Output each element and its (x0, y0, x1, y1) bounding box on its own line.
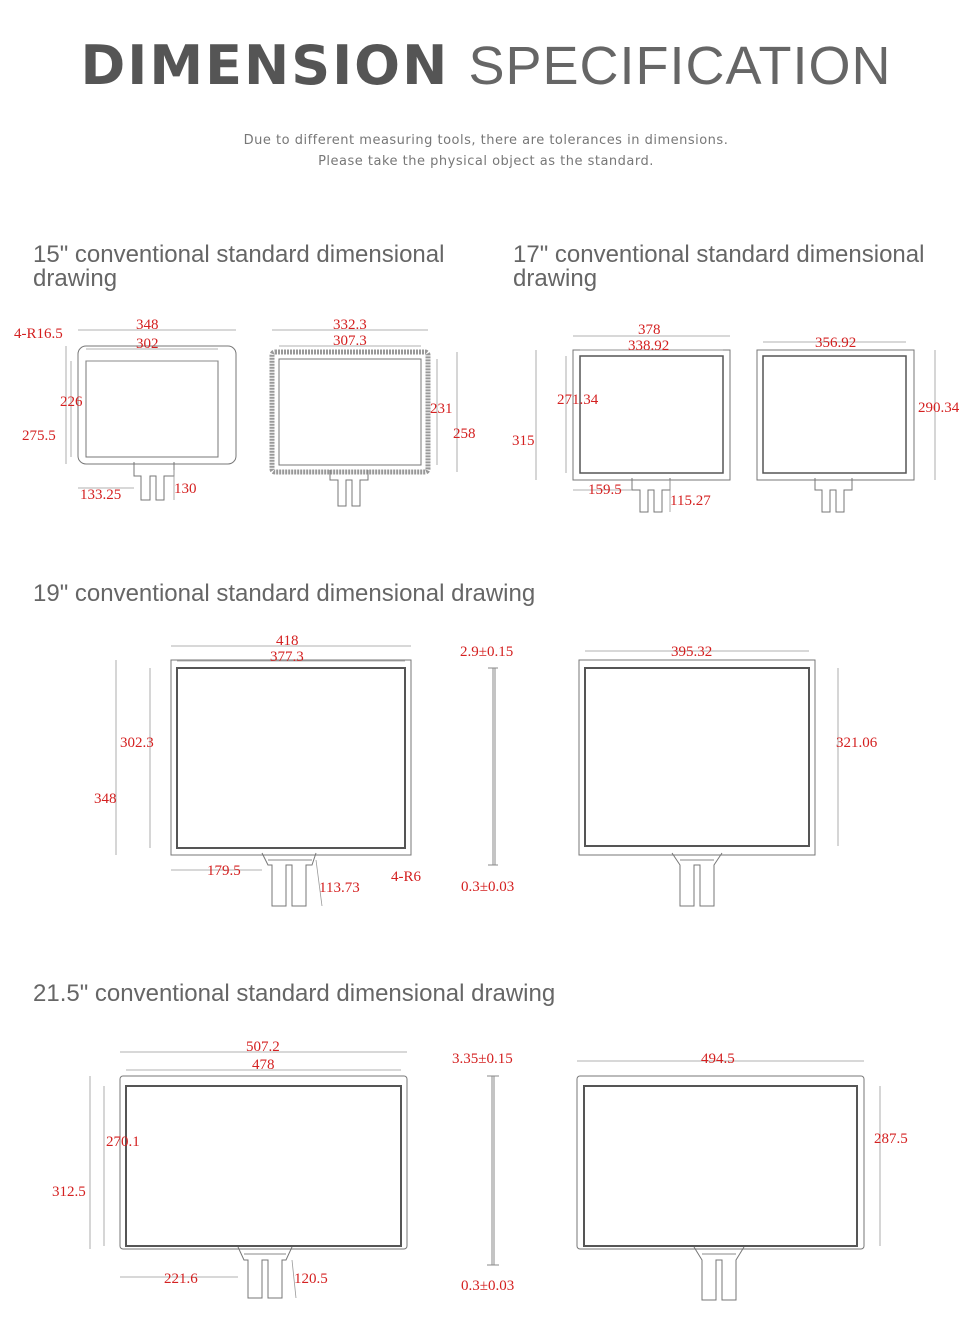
label-21-tail-x: 221.6 (164, 1271, 198, 1287)
drawing-19-front (94, 633, 422, 906)
drawing-21-front (52, 1039, 407, 1298)
label-17-back-w: 356.92 (815, 335, 857, 351)
section-title-15: 15" conventional standard dimensional drawing (33, 241, 445, 292)
label-21-back-h: 287.5 (874, 1131, 908, 1147)
label-19-back-w: 395.32 (671, 644, 713, 660)
label-21-inner-h: 270.1 (106, 1134, 140, 1150)
drawing-19-back (579, 644, 878, 906)
label-17-inner-w: 338.92 (628, 338, 670, 354)
label-19-tail-w: 113.73 (319, 880, 360, 896)
drawing-15-back (272, 317, 476, 506)
label-15-tail-w: 130 (174, 481, 197, 497)
label-21-tail-w: 120.5 (294, 1271, 328, 1287)
label-15-back-inner-w: 307.3 (333, 333, 367, 349)
label-19-thick-top: 2.9±0.15 (460, 644, 514, 660)
label-21-back-w: 494.5 (701, 1051, 735, 1067)
label-19-inner-h: 302.3 (120, 735, 154, 751)
label-17-inner-h: 271.34 (557, 392, 599, 408)
title-light: SPECIFICATION (468, 36, 892, 96)
label-15-outer-w: 348 (136, 317, 159, 333)
drawing-17-back (757, 335, 960, 512)
label-21-outer-w: 507.2 (246, 1039, 280, 1055)
label-15-back-outer-w: 332.3 (333, 317, 367, 333)
note-line-2: Please take the physical object as the standard. (318, 154, 654, 169)
section-title-17: 17" conventional standard dimensional drawing (513, 241, 925, 292)
drawing-19-side (460, 644, 514, 895)
label-17-back-h: 290.34 (918, 400, 960, 416)
drawing-21-back (577, 1051, 908, 1300)
section-title-19: 19" conventional standard dimensional drawing (33, 580, 536, 607)
note-line-1: Due to different measuring tools, there are tolerances in dimensions. (243, 133, 729, 148)
label-15-back-outer-h: 258 (453, 426, 476, 442)
label-17-tail-w: 115.27 (670, 493, 711, 509)
label-19-back-h: 321.06 (836, 735, 878, 751)
label-17-outer-h: 315 (512, 433, 535, 449)
label-19-inner-w: 377.3 (270, 649, 304, 665)
drawing-21-side (452, 1051, 514, 1294)
label-19-tail-x: 179.5 (207, 863, 241, 879)
label-15-outer-h: 275.5 (22, 428, 56, 444)
drawing-17-front (512, 322, 730, 512)
label-19-outer-h: 348 (94, 791, 117, 807)
label-15-tail-x: 133.25 (80, 487, 122, 503)
label-21-inner-w: 478 (252, 1057, 275, 1073)
label-15-inner-h: 226 (60, 394, 83, 410)
label-21-outer-h: 312.5 (52, 1184, 86, 1200)
title-bold: DIMENSION (80, 34, 450, 97)
label-21-thick-bottom: 0.3±0.03 (461, 1278, 515, 1294)
drawing-15-front (14, 317, 236, 503)
label-15-radius: 4-R16.5 (14, 326, 63, 342)
label-19-outer-w: 418 (276, 633, 299, 649)
section-title-21: 21.5" conventional standard dimensional drawing (33, 980, 556, 1007)
label-21-thick-top: 3.35±0.15 (452, 1051, 513, 1067)
label-19-thick-bottom: 0.3±0.03 (461, 879, 515, 895)
label-19-radius: 4-R6 (391, 869, 421, 885)
label-17-outer-w: 378 (638, 322, 661, 338)
label-17-tail-x: 159.5 (588, 482, 622, 498)
label-15-back-inner-h: 231 (430, 401, 453, 417)
label-15-inner-w: 302 (136, 336, 159, 352)
